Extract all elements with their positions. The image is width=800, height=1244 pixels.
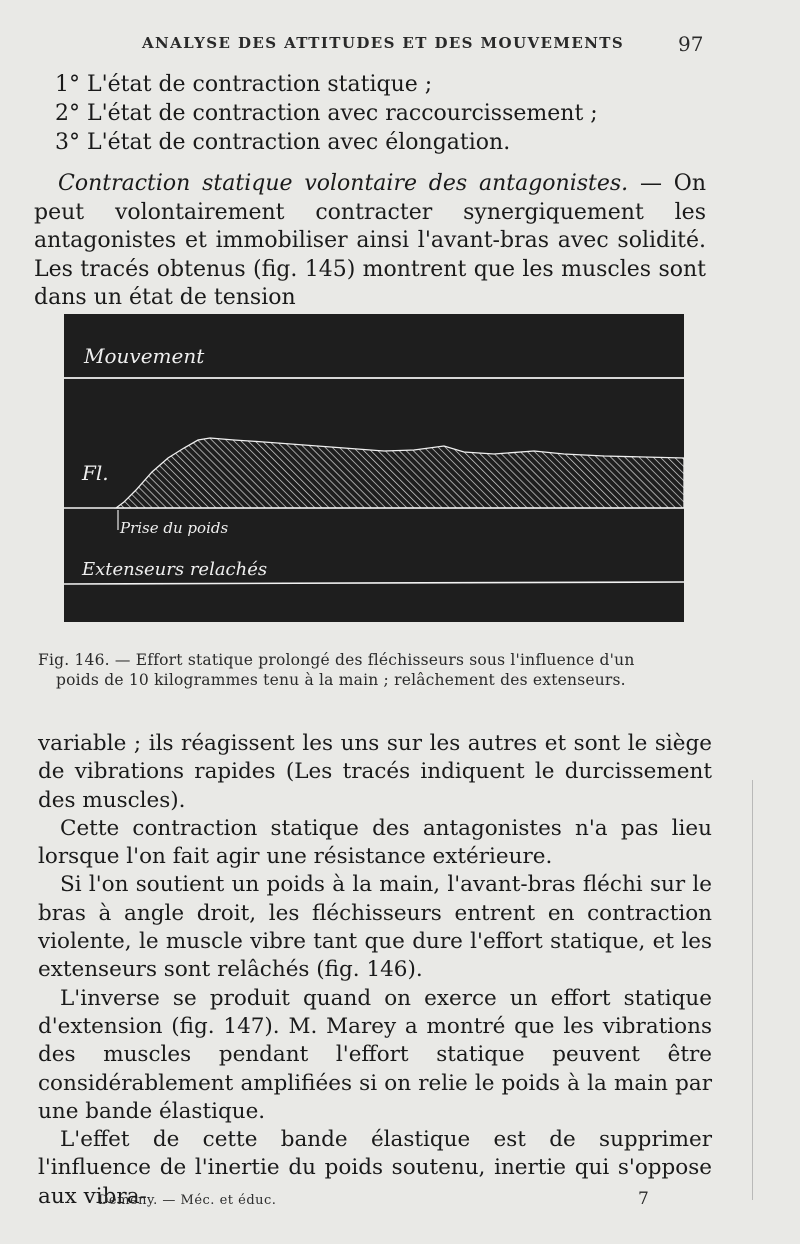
margin-mark [752,780,753,1200]
paragraph-antagonists [34,170,706,313]
label-mouvement: Mouvement [84,344,205,368]
figure-caption [38,650,718,690]
list-item: 1° L'état de contraction statique ; [55,72,433,97]
list-item: 2° L'état de contraction avec raccourcissement ; [55,101,598,126]
body-paragraph: variable ; ils réagissent les uns sur les autres et sont le siège de vibrations rapides (Les tracés indiquent le durcissement des muscles). [38,731,712,813]
paragraph-lead: Contraction statique volontaire des antagonistes. [58,171,629,196]
signature-mark: 7 [638,1189,649,1209]
body-text [38,730,712,1211]
label-prise-du-poids: Prise du poids [120,519,229,537]
running-title: ANALYSE DES ATTITUDES ET DES MOUVEMENTS [142,34,625,52]
list-item: 3° L'état de contraction avec élongation. [55,130,511,155]
body-paragraph: L'effet de cette bande élastique est de supprimer l'influence de l'inertie du poids soutenu, inertie qui s'oppose aux vibra- [38,1127,712,1209]
caption-line-1: Fig. 146. — Effort statique prolongé des fléchisseurs sous l'influence d'un [38,651,635,669]
page-number: 97 [678,32,704,56]
footer-text: Demeny. — Méc. et éduc. [98,1193,277,1208]
body-paragraph: L'inverse se produit quand on exerce un effort statique d'extension (fig. 147). M. Marey a montré que les vibrations des muscles pendant l'effort statique peuvent être considérablement amplifiées si on relie le poids à la main par une bande élastique. [38,985,712,1124]
flexor-hatched-trace [116,438,684,508]
label-extenseurs: Extenseurs relachés [82,559,268,580]
body-paragraph: Si l'on soutient un poids à la main, l'avant-bras fléchi sur le bras à angle droit, les fléchisseurs entrent en contraction violente, le muscle vibre tant que dure l'effort statique, et les extenseurs sont relâchés (fig. 146). [38,872,712,983]
page-header [0,34,800,58]
extenseurs-trace-line [64,582,684,584]
paragraph-text: — On peut volontairement contracter synergiquement les antagonistes et immobiliser ainsi l'avant-bras avec solidité. Les tracés obtenus (fig. 145) montrent que les muscles sont dans un état de tension [34,171,706,310]
body-paragraph: Cette contraction statique des antagonistes n'a pas lieu lorsque l'on fait agir une résistance extérieure. [38,815,712,870]
caption-line-2: poids de 10 kilogrammes tenu à la main ; relâchement des extenseurs. [56,671,626,689]
contraction-states-list [55,70,598,157]
label-flechisseurs: Fl. [82,461,109,485]
figure-146-tracing [64,314,684,622]
page-footer [0,1189,800,1211]
